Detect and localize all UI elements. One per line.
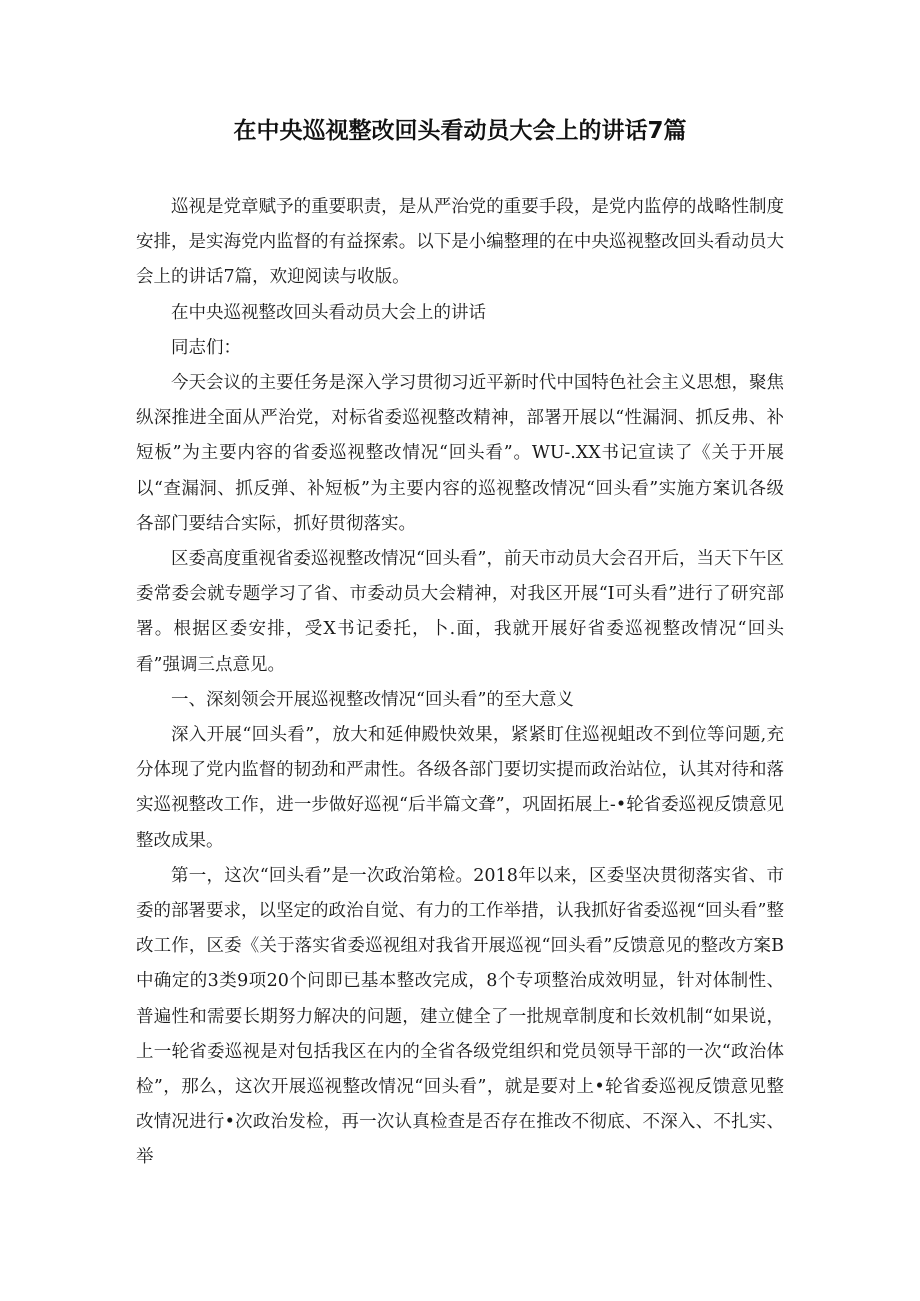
paragraph-salutation: 同志们： [171, 337, 241, 358]
paragraph-look-back: 深入开展“回头看”，放大和延伸殿快效果，紧紧盯住巡视蛆改不到位等问题,充分体现了党内监督的韧劲和严肃性。各级各部门要切实提而政治站位，认其对待和落实巡视整改工作，进一步做好巡视“后半篇文聋”，巩固拓展上-•轮省委巡视反馈意见整改成果。 [136, 725, 784, 851]
paragraph-section-heading-1: 一、深刻领会开展巡视整改情况“回头看”的至大意义 [171, 689, 574, 710]
paragraph-meeting-task: 今天会议的主要任务是深入学习贯彻习近平新时代中国特色社会主义思想，聚焦纵深推进全面从严治党，对标省委巡视整改精神，部署开展以“性漏洞、抓反弗、补短板”为主要内容的省委巡视整改情况“回头看”。WU-.XX书记宣读了《关于开展以“查漏洞、抓反弹、补短板”为主要内容的巡视整改情况“回头看”实施方案讥各级各部门要结合实际，抓好贯彻落实。 [136, 373, 784, 534]
paragraph-first-point: 第一，这次“回头看”是一次政治第检。2018年以来，区委坚决贯彻落实省、市委的部署要求，以坚定的政治自觉、有力的工作举措，认我抓好省委巡视“回头看”整改工作，区委《关于落实省委巡视组对我省开展巡视“回头看”反馈意见的整改方案B中确定的3类9项20个问即已基本整改完成，8个专项整治成效明显，针对体制性、普遍性和需要长期努力解决的问题，建立健全了一批规章制度和长效机制“如果说，上一轮省委巡视是对包括我区在内的全省各级党组织和党员领导干部的一次“政治体检”，那么，这次开展巡视整改情况“回头看”，就是要对上•轮省委巡视反馈意见整改情况进行•次政治发检，再一次认真检查是否存在推改不彻底、不深入、不扎实、举 [136, 865, 784, 1168]
paragraph-district-committee: 区委高度重视省委巡视整改情况“回头看”，前天市动员大会召开后，当天下午区委常委会就专题学习了省、市委动员大会精神，对我区开展“I可头看”进行了研究部署。根据区委安排，受X书记委托，卜.面，我就开展好省委巡视整改情况“回头看”强调三点意见。 [136, 549, 784, 675]
document-body [136, 190, 784, 1176]
paragraph-intro: 巡视是党章赋予的重要职责，是从严治党的重要手段，是党内监停的战略性制度安排，是实海党内监督的有益探索。以下是小编整理的在中央巡视整改回头看动员大会上的讲话7篇，欢迎阅读与收版。 [136, 197, 784, 288]
document-title: 在中央巡视整改回头看动员大会上的讲话7篇 [233, 118, 687, 144]
paragraph-speech-title: 在中央巡视整改回头看动员大会上的讲话 [171, 302, 486, 323]
